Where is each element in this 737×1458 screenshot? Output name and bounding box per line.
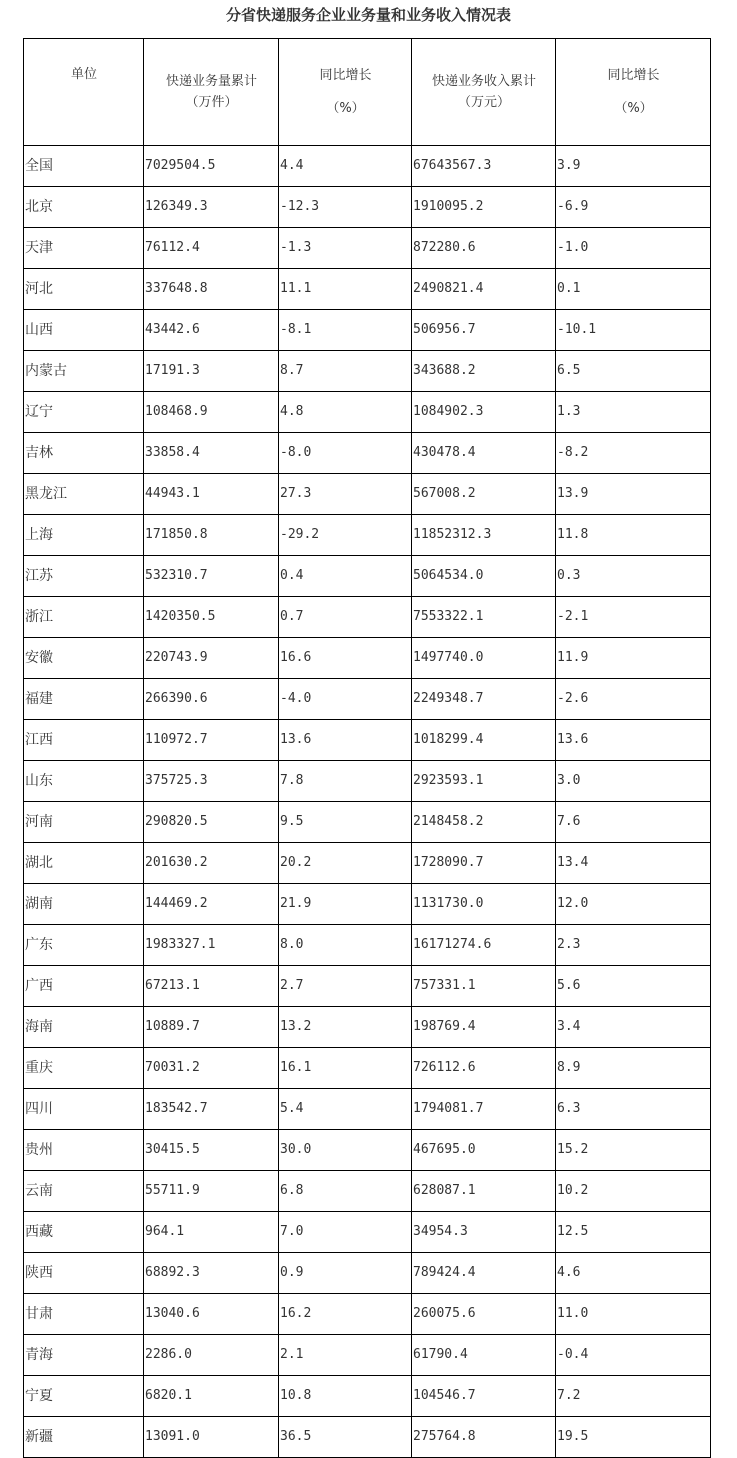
revenue-cell: 872280.6	[412, 228, 556, 269]
revenue-growth-cell: 7.6	[556, 802, 711, 843]
volume-growth-cell: 4.4	[279, 146, 412, 187]
table-row	[24, 351, 711, 392]
revenue-cell: 5064534.0	[412, 556, 556, 597]
revenue-growth-cell: -8.2	[556, 433, 711, 474]
volume-growth-cell: 36.5	[279, 1417, 412, 1458]
revenue-cell: 1497740.0	[412, 638, 556, 679]
region-cell: 广西	[24, 966, 144, 1007]
revenue-cell: 11852312.3	[412, 515, 556, 556]
region-cell: 上海	[24, 515, 144, 556]
header-revenue	[412, 39, 556, 146]
table-row	[24, 761, 711, 802]
revenue-cell: 34954.3	[412, 1212, 556, 1253]
revenue-cell: 1084902.3	[412, 392, 556, 433]
volume-growth-cell: 11.1	[279, 269, 412, 310]
region-cell: 新疆	[24, 1417, 144, 1458]
header-unit	[24, 39, 144, 146]
volume-cell: 55711.9	[144, 1171, 279, 1212]
revenue-cell: 16171274.6	[412, 925, 556, 966]
express-stats-table	[23, 38, 711, 1458]
volume-cell: 6820.1	[144, 1376, 279, 1417]
revenue-cell: 467695.0	[412, 1130, 556, 1171]
volume-cell: 17191.3	[144, 351, 279, 392]
table-row	[24, 1007, 711, 1048]
volume-growth-cell: 0.4	[279, 556, 412, 597]
revenue-cell: 104546.7	[412, 1376, 556, 1417]
header-volume-unit: （万件）	[185, 95, 238, 110]
table-row	[24, 310, 711, 351]
table-row	[24, 925, 711, 966]
volume-cell: 33858.4	[144, 433, 279, 474]
table-row	[24, 638, 711, 679]
volume-cell: 964.1	[144, 1212, 279, 1253]
revenue-cell: 567008.2	[412, 474, 556, 515]
table-row	[24, 187, 711, 228]
page-title: 分省快递服务企业业务量和业务收入情况表	[225, 6, 511, 24]
volume-cell: 1983327.1	[144, 925, 279, 966]
table-row	[24, 1335, 711, 1376]
revenue-cell: 67643567.3	[412, 146, 556, 187]
region-cell: 全国	[24, 146, 144, 187]
revenue-growth-cell: -6.9	[556, 187, 711, 228]
table-row	[24, 1212, 711, 1253]
revenue-growth-cell: 0.3	[556, 556, 711, 597]
volume-growth-cell: 20.2	[279, 843, 412, 884]
region-cell: 山东	[24, 761, 144, 802]
table-row	[24, 843, 711, 884]
region-cell: 安徽	[24, 638, 144, 679]
region-cell: 云南	[24, 1171, 144, 1212]
table-row	[24, 1089, 711, 1130]
region-cell: 天津	[24, 228, 144, 269]
revenue-growth-cell: 6.5	[556, 351, 711, 392]
volume-cell: 76112.4	[144, 228, 279, 269]
revenue-growth-cell: 8.9	[556, 1048, 711, 1089]
header-revenue-growth-label: 同比增长	[607, 68, 660, 83]
revenue-cell: 260075.6	[412, 1294, 556, 1335]
volume-cell: 7029504.5	[144, 146, 279, 187]
region-cell: 辽宁	[24, 392, 144, 433]
volume-cell: 1420350.5	[144, 597, 279, 638]
table-row	[24, 269, 711, 310]
volume-cell: 10889.7	[144, 1007, 279, 1048]
table-row	[24, 1376, 711, 1417]
region-cell: 河北	[24, 269, 144, 310]
region-cell: 青海	[24, 1335, 144, 1376]
volume-cell: 183542.7	[144, 1089, 279, 1130]
volume-growth-cell: 16.2	[279, 1294, 412, 1335]
table-row	[24, 556, 711, 597]
region-cell: 黑龙江	[24, 474, 144, 515]
table-row	[24, 1294, 711, 1335]
revenue-growth-cell: -1.0	[556, 228, 711, 269]
region-cell: 宁夏	[24, 1376, 144, 1417]
header-revenue-growth-unit: （%）	[614, 101, 653, 116]
header-volume-growth	[279, 39, 412, 146]
region-cell: 重庆	[24, 1048, 144, 1089]
revenue-cell: 2923593.1	[412, 761, 556, 802]
header-revenue-label: 快递业务收入累计	[431, 74, 536, 89]
volume-growth-cell: -12.3	[279, 187, 412, 228]
table-row	[24, 1253, 711, 1294]
volume-cell: 44943.1	[144, 474, 279, 515]
revenue-cell: 2148458.2	[412, 802, 556, 843]
revenue-growth-cell: 4.6	[556, 1253, 711, 1294]
revenue-growth-cell: 13.6	[556, 720, 711, 761]
revenue-cell: 7553322.1	[412, 597, 556, 638]
volume-growth-cell: 9.5	[279, 802, 412, 843]
volume-growth-cell: 4.8	[279, 392, 412, 433]
region-cell: 陕西	[24, 1253, 144, 1294]
table-row	[24, 966, 711, 1007]
revenue-growth-cell: 0.1	[556, 269, 711, 310]
revenue-cell: 1131730.0	[412, 884, 556, 925]
table-row	[24, 720, 711, 761]
volume-growth-cell: 7.0	[279, 1212, 412, 1253]
region-cell: 浙江	[24, 597, 144, 638]
volume-cell: 13091.0	[144, 1417, 279, 1458]
volume-cell: 126349.3	[144, 187, 279, 228]
revenue-growth-cell: 5.6	[556, 966, 711, 1007]
revenue-growth-cell: 11.0	[556, 1294, 711, 1335]
header-revenue-growth	[556, 39, 711, 146]
revenue-cell: 1018299.4	[412, 720, 556, 761]
volume-cell: 2286.0	[144, 1335, 279, 1376]
revenue-growth-cell: 6.3	[556, 1089, 711, 1130]
header-volume	[144, 39, 279, 146]
volume-growth-cell: 0.9	[279, 1253, 412, 1294]
revenue-cell: 2490821.4	[412, 269, 556, 310]
region-cell: 四川	[24, 1089, 144, 1130]
volume-growth-cell: 8.7	[279, 351, 412, 392]
region-cell: 内蒙古	[24, 351, 144, 392]
revenue-cell: 1728090.7	[412, 843, 556, 884]
volume-cell: 532310.7	[144, 556, 279, 597]
table-row	[24, 146, 711, 187]
volume-growth-cell: 8.0	[279, 925, 412, 966]
revenue-growth-cell: 11.9	[556, 638, 711, 679]
table-row	[24, 228, 711, 269]
region-cell: 山西	[24, 310, 144, 351]
volume-growth-cell: 21.9	[279, 884, 412, 925]
volume-growth-cell: -1.3	[279, 228, 412, 269]
revenue-growth-cell: 10.2	[556, 1171, 711, 1212]
volume-growth-cell: -8.0	[279, 433, 412, 474]
region-cell: 福建	[24, 679, 144, 720]
volume-growth-cell: 13.6	[279, 720, 412, 761]
volume-cell: 201630.2	[144, 843, 279, 884]
revenue-growth-cell: -0.4	[556, 1335, 711, 1376]
volume-growth-cell: -29.2	[279, 515, 412, 556]
revenue-growth-cell: 1.3	[556, 392, 711, 433]
revenue-growth-cell: 7.2	[556, 1376, 711, 1417]
volume-cell: 337648.8	[144, 269, 279, 310]
table-row	[24, 1130, 711, 1171]
region-cell: 吉林	[24, 433, 144, 474]
revenue-growth-cell: -10.1	[556, 310, 711, 351]
revenue-growth-cell: 2.3	[556, 925, 711, 966]
table-row	[24, 802, 711, 843]
region-cell: 海南	[24, 1007, 144, 1048]
revenue-cell: 198769.4	[412, 1007, 556, 1048]
table-row	[24, 884, 711, 925]
revenue-growth-cell: -2.6	[556, 679, 711, 720]
volume-cell: 68892.3	[144, 1253, 279, 1294]
volume-cell: 43442.6	[144, 310, 279, 351]
region-cell: 西藏	[24, 1212, 144, 1253]
region-cell: 甘肃	[24, 1294, 144, 1335]
volume-cell: 108468.9	[144, 392, 279, 433]
volume-growth-cell: -4.0	[279, 679, 412, 720]
region-cell: 湖北	[24, 843, 144, 884]
region-cell: 北京	[24, 187, 144, 228]
header-volume-growth-label: 同比增长	[319, 68, 372, 83]
volume-cell: 375725.3	[144, 761, 279, 802]
table-row	[24, 679, 711, 720]
revenue-cell: 1794081.7	[412, 1089, 556, 1130]
revenue-growth-cell: 19.5	[556, 1417, 711, 1458]
volume-cell: 220743.9	[144, 638, 279, 679]
volume-cell: 30415.5	[144, 1130, 279, 1171]
revenue-cell: 628087.1	[412, 1171, 556, 1212]
revenue-growth-cell: 11.8	[556, 515, 711, 556]
revenue-cell: 757331.1	[412, 966, 556, 1007]
header-volume-label: 快递业务量累计	[165, 74, 257, 89]
revenue-cell: 789424.4	[412, 1253, 556, 1294]
table-body	[24, 146, 711, 1458]
volume-cell: 290820.5	[144, 802, 279, 843]
revenue-growth-cell: 13.9	[556, 474, 711, 515]
revenue-cell: 275764.8	[412, 1417, 556, 1458]
volume-cell: 110972.7	[144, 720, 279, 761]
header-revenue-unit: （万元）	[457, 95, 510, 110]
volume-cell: 266390.6	[144, 679, 279, 720]
region-cell: 江西	[24, 720, 144, 761]
volume-growth-cell: 7.8	[279, 761, 412, 802]
volume-cell: 171850.8	[144, 515, 279, 556]
volume-growth-cell: 0.7	[279, 597, 412, 638]
revenue-growth-cell: 13.4	[556, 843, 711, 884]
volume-cell: 67213.1	[144, 966, 279, 1007]
volume-growth-cell: 13.2	[279, 1007, 412, 1048]
revenue-cell: 343688.2	[412, 351, 556, 392]
table-row	[24, 1417, 711, 1458]
revenue-cell: 2249348.7	[412, 679, 556, 720]
revenue-cell: 726112.6	[412, 1048, 556, 1089]
revenue-cell: 61790.4	[412, 1335, 556, 1376]
revenue-growth-cell: 15.2	[556, 1130, 711, 1171]
revenue-growth-cell: 3.0	[556, 761, 711, 802]
table-row	[24, 474, 711, 515]
table-row	[24, 1171, 711, 1212]
volume-growth-cell: 2.7	[279, 966, 412, 1007]
region-cell: 广东	[24, 925, 144, 966]
volume-cell: 144469.2	[144, 884, 279, 925]
volume-growth-cell: 2.1	[279, 1335, 412, 1376]
volume-cell: 70031.2	[144, 1048, 279, 1089]
region-cell: 河南	[24, 802, 144, 843]
region-cell: 江苏	[24, 556, 144, 597]
volume-growth-cell: 30.0	[279, 1130, 412, 1171]
revenue-growth-cell: 12.0	[556, 884, 711, 925]
volume-growth-cell: 16.6	[279, 638, 412, 679]
table-row	[24, 433, 711, 474]
table-header-row	[24, 39, 711, 146]
revenue-cell: 430478.4	[412, 433, 556, 474]
revenue-growth-cell: 3.9	[556, 146, 711, 187]
revenue-cell: 506956.7	[412, 310, 556, 351]
volume-growth-cell: 5.4	[279, 1089, 412, 1130]
volume-growth-cell: 10.8	[279, 1376, 412, 1417]
region-cell: 贵州	[24, 1130, 144, 1171]
volume-cell: 13040.6	[144, 1294, 279, 1335]
revenue-growth-cell: 3.4	[556, 1007, 711, 1048]
revenue-cell: 1910095.2	[412, 187, 556, 228]
volume-growth-cell: 16.1	[279, 1048, 412, 1089]
table-row	[24, 392, 711, 433]
volume-growth-cell: -8.1	[279, 310, 412, 351]
volume-growth-cell: 27.3	[279, 474, 412, 515]
region-cell: 湖南	[24, 884, 144, 925]
header-unit-label: 单位	[70, 67, 97, 82]
revenue-growth-cell: -2.1	[556, 597, 711, 638]
header-volume-growth-unit: （%）	[326, 101, 365, 116]
volume-growth-cell: 6.8	[279, 1171, 412, 1212]
table-row	[24, 515, 711, 556]
revenue-growth-cell: 12.5	[556, 1212, 711, 1253]
table-row	[24, 1048, 711, 1089]
table-row	[24, 597, 711, 638]
